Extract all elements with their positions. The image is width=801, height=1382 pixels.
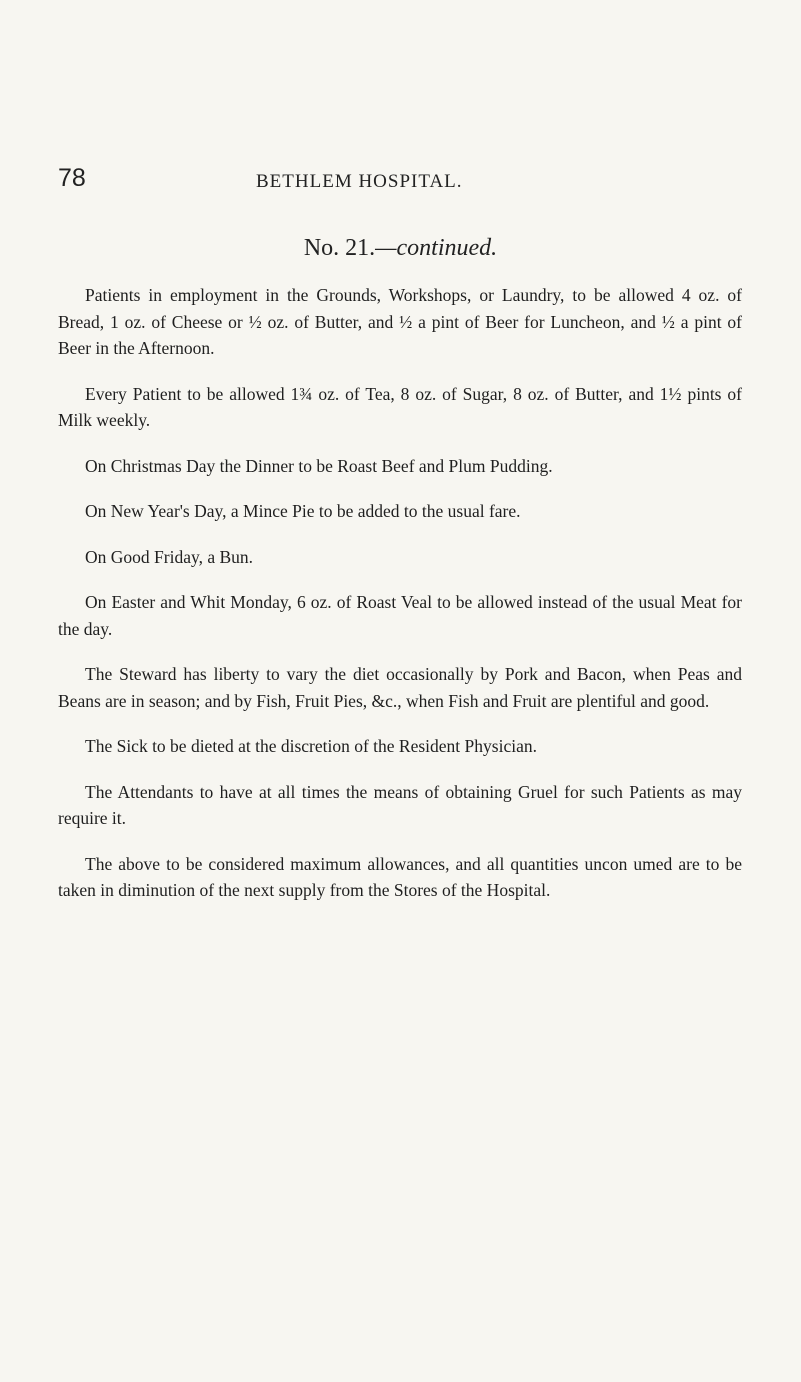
paragraph-new-year: On New Year's Day, a Mince Pie to be added to the usual fare.	[85, 501, 521, 521]
paragraph-weekly-allowance: Every Patient to be allowed 1¾ oz. of Tea, 8 oz. of Sugar, 8 oz. of Butter, and 1½ pints of Milk weekly.	[58, 383, 742, 430]
paragraph-attendants-gruel: The Attendants to have at all times the means of obtaining Gruel for such Patients as may require it.	[58, 781, 742, 828]
section-title	[0, 236, 801, 260]
paragraph-easter-whit-monday: On Easter and Whit Monday, 6 oz. of Roast Veal to be allowed instead of the usual Meat for the day.	[58, 592, 742, 639]
page-number: 78	[58, 164, 86, 192]
body-text	[58, 282, 742, 923]
paragraph-maximum-allowances: The above to be considered maximum allowances, and all quantities uncon umed are to be taken in diminution of the next supply from the Stores of the Hospital.	[58, 853, 742, 900]
running-head: BETHLEM HOSPITAL.	[256, 171, 463, 192]
paragraph-sick-diet: The Sick to be dieted at the discretion of the Resident Physician.	[85, 736, 537, 756]
paragraph-christmas: On Christmas Day the Dinner to be Roast Beef and Plum Pudding.	[85, 455, 553, 476]
paragraph-employment-allowance: Patients in employment in the Grounds, Workshops, or Laundry, to be allowed 4 oz. of Bread, 1 oz. of Cheese or ½ oz. of Butter, and ½ a pint of Beer for Luncheon, and ½ a pint of Beer in the Afternoon.	[58, 285, 742, 358]
continued-label: —continued.	[375, 235, 498, 261]
paragraph-good-friday: On Good Friday, a Bun.	[85, 546, 254, 567]
section-number: No. 21.	[303, 235, 376, 261]
paragraph-steward-liberty: The Steward has liberty to vary the diet occasionally by Pork and Bacon, when Peas and Beans are in season; and by Fish, Fruit Pies, &c., when Fish and Fruit are plentiful and good.	[58, 664, 742, 711]
